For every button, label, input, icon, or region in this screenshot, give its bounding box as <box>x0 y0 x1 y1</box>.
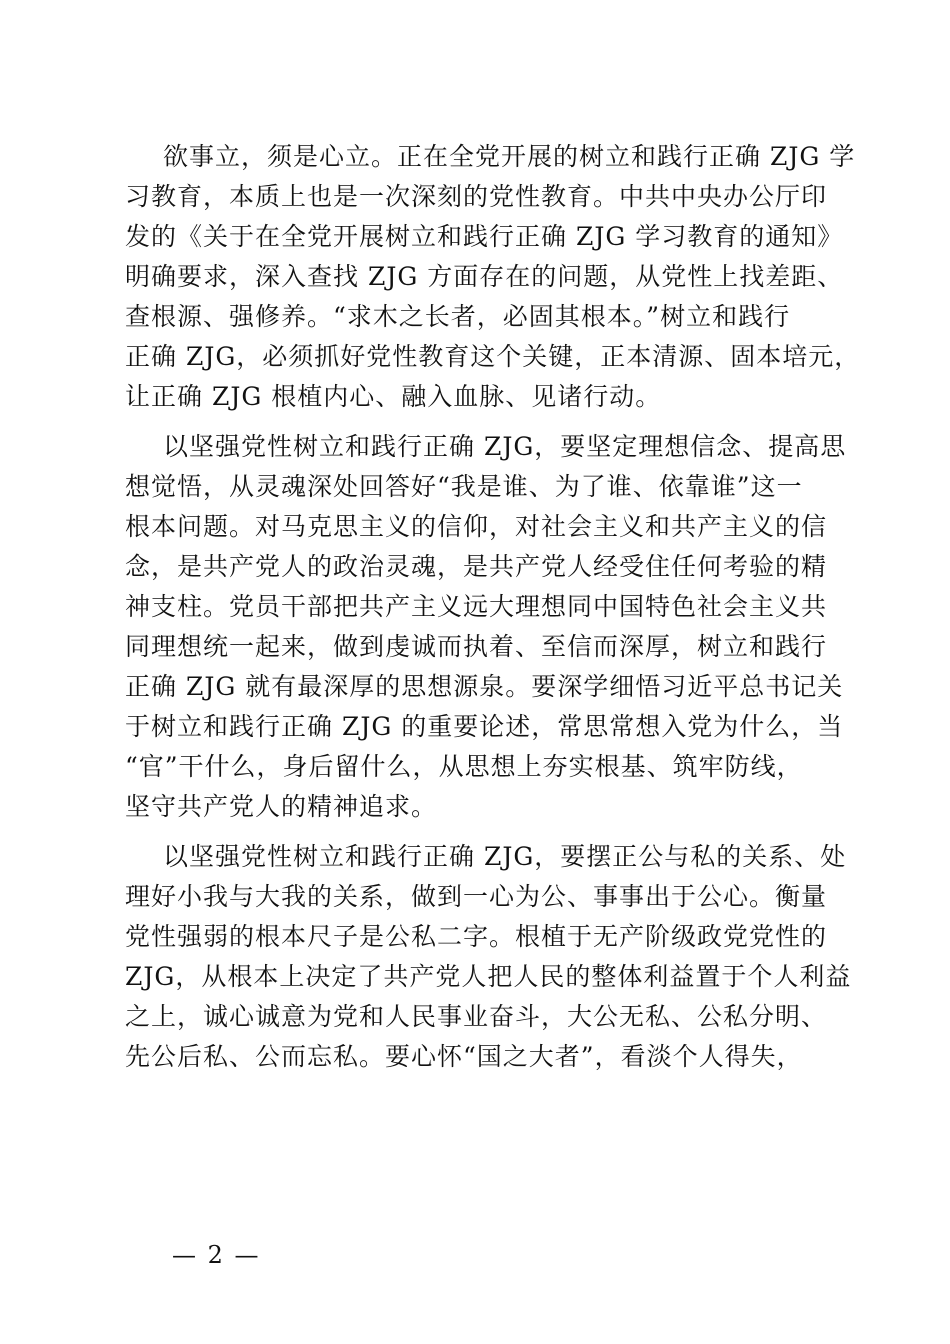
text-line: 于树立和践行正确 ZJG 的重要论述，常思常想入党为什么，当 <box>125 712 844 741</box>
text-line: 神支柱。党员干部把共产主义远大理想同中国特色社会主义共 <box>125 592 828 621</box>
text-line: 理好小我与大我的关系，做到一心为公、事事出于公心。衡量 <box>125 882 828 911</box>
text-line: 正确 ZJG，必须抓好党性教育这个关键，正本清源、固本培元， <box>125 342 861 371</box>
text-line: “官”干什么，身后留什么，从思想上夯实根基、筑牢防线， <box>125 752 803 781</box>
text-line: 以坚强党性树立和践行正确 ZJG，要摆正公与私的关系、处 <box>163 842 847 871</box>
text-line: 先公后私、公而忘私。要心怀“国之大者”，看淡个人得失， <box>125 1042 803 1071</box>
text-line: 念，是共产党人的政治灵魂，是共产党人经受住任何考验的精 <box>125 552 828 581</box>
text-line: 让正确 ZJG 根植内心、融入血脉、见诸行动。 <box>125 382 662 411</box>
text-line: 党性强弱的根本尺子是公私二字。根植于无产阶级政党党性的 <box>125 922 828 951</box>
text-line: 想觉悟，从灵魂深处回答好“我是谁、为了谁、依靠谁”这一 <box>125 472 803 501</box>
text-line: 欲事立，须是心立。正在全党开展的树立和践行正确 ZJG 学 <box>163 142 856 171</box>
text-line: 发的《关于在全党开展树立和践行正确 ZJG 学习教育的通知》 <box>125 222 844 251</box>
text-line: 习教育，本质上也是一次深刻的党性教育。中共中央办公厅印 <box>125 182 828 211</box>
text-line: 坚守共产党人的精神追求。 <box>125 792 438 821</box>
text-line: 明确要求，深入查找 ZJG 方面存在的问题，从党性上找差距、 <box>125 262 844 291</box>
text-line: 根本问题。对马克思主义的信仰，对社会主义和共产主义的信 <box>125 512 828 541</box>
text-line: 以坚强党性树立和践行正确 ZJG，要坚定理想信念、提高思 <box>163 432 847 461</box>
page-number: — 2 — <box>172 1241 261 1269</box>
text-line: 之上，诚心诚意为党和人民事业奋斗，大公无私、公私分明、 <box>125 1002 828 1031</box>
text-line: 查根源、强修养。“求木之长者，必固其根本。”树立和践行 <box>125 302 791 331</box>
text-line: ZJG，从根本上决定了共产党人把人民的整体利益置于个人利益 <box>125 962 852 991</box>
text-line: 同理想统一起来，做到虔诚而执着、至信而深厚，树立和践行 <box>125 632 828 661</box>
text-line: 正确 ZJG 就有最深厚的思想源泉。要深学细悟习近平总书记关 <box>125 672 844 701</box>
